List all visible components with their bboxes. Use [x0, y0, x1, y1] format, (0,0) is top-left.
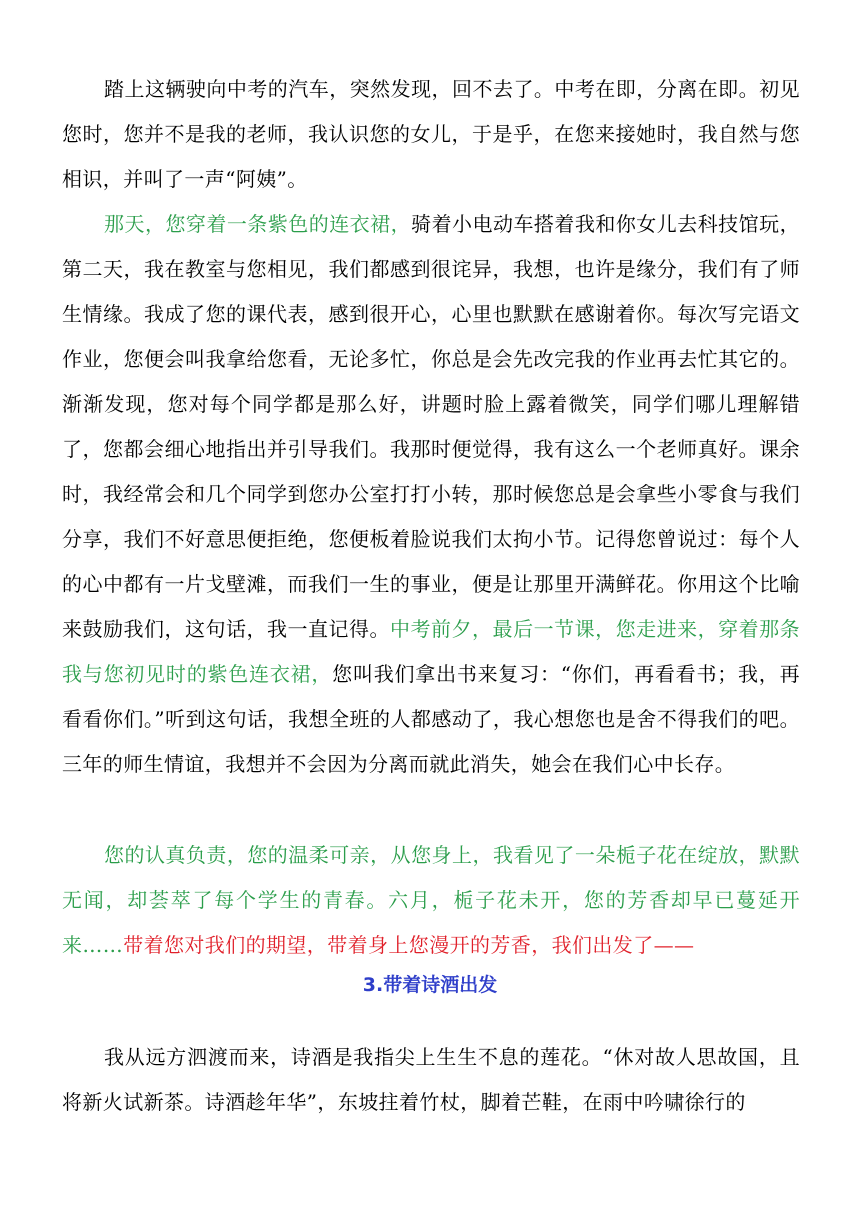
paragraph-teacher-memories — [62, 202, 800, 787]
paragraph-ending-text: 您叫我们拿出书来复习：“你们，再看看书；我，再看看你们。”听到这句话，我想全班的人都感动了，我心想您也是舍不得我们的吧。三年的师生情谊，我想并不会因为分离而就此消失，她会在我们心中长存。 — [62, 662, 800, 776]
paragraph-body-text: 骑着小电动车搭着我和你女儿去科技馆玩，第二天，我在教室与您相见，我们都感到很诧异，我想，也许是缘分，我们有了师生情缘。我成了您的课代表，感到很开心，心里也默默在感谢着你。每次写完语文作业，您便会叫我拿给您看，无论多忙，你总是会先改完我的作业再去忙其它的。渐渐发现，您对每个同学都是那么好，讲题时脸上露着微笑，同学们哪儿理解错了，您都会细心地指出并引导我们。我那时便觉得，我有这么一个老师真好。课余时，我经常会和几个同学到您办公室打打小转，那时候您总是会拿些小零食与我们分享，我们不好意思便拒绝，您便板着脸说我们太拘小节。记得您曾说过：每个人的心中都有一片戈壁滩，而我们一生的事业，便是让那里开满鲜花。你用这个比喻来鼓励我们，这句话，我一直记得。 — [62, 212, 800, 641]
highlighted-gardenia-text: 您的认真负责，您的温柔可亲，从您身上，我看见了一朵栀子花在绽放，默默无闻，却荟萃了每个学生的青春。六月，栀子花未开，您的芳香却早已蔓延开来…… — [62, 843, 800, 957]
paragraph-first-meeting: 踏上这辆驶向中考的汽车，突然发现，回不去了。中考在即，分离在即。初见您时，您并不是我的老师，我认识您的女儿，于是乎，在您来接她时，我自然与您相识，并叫了一声“阿姨”。 — [62, 77, 800, 191]
paragraph-poetry-wine: 我从远方泗渡而来，诗酒是我指尖上生生不息的莲花。“休对故人思故国，且将新火试新茶。诗酒趁年华”，东坡拄着竹杖，脚着芒鞋，在雨中吟啸徐行的 — [62, 1045, 800, 1114]
section-heading: 3.带着诗酒出发 — [362, 974, 498, 996]
highlighted-departure-text: 带着您对我们的期望，带着身上您漫开的芳香，我们出发了—— — [123, 933, 695, 957]
highlighted-sentence-last-class: 中考前夕，最后一节课，您走进来，穿着那条我与您初见时的紫色连衣裙， — [62, 617, 800, 686]
paragraph-gardenia — [62, 833, 800, 968]
highlighted-sentence-purple-dress: 那天，您穿着一条紫色的连衣裙， — [104, 212, 412, 236]
